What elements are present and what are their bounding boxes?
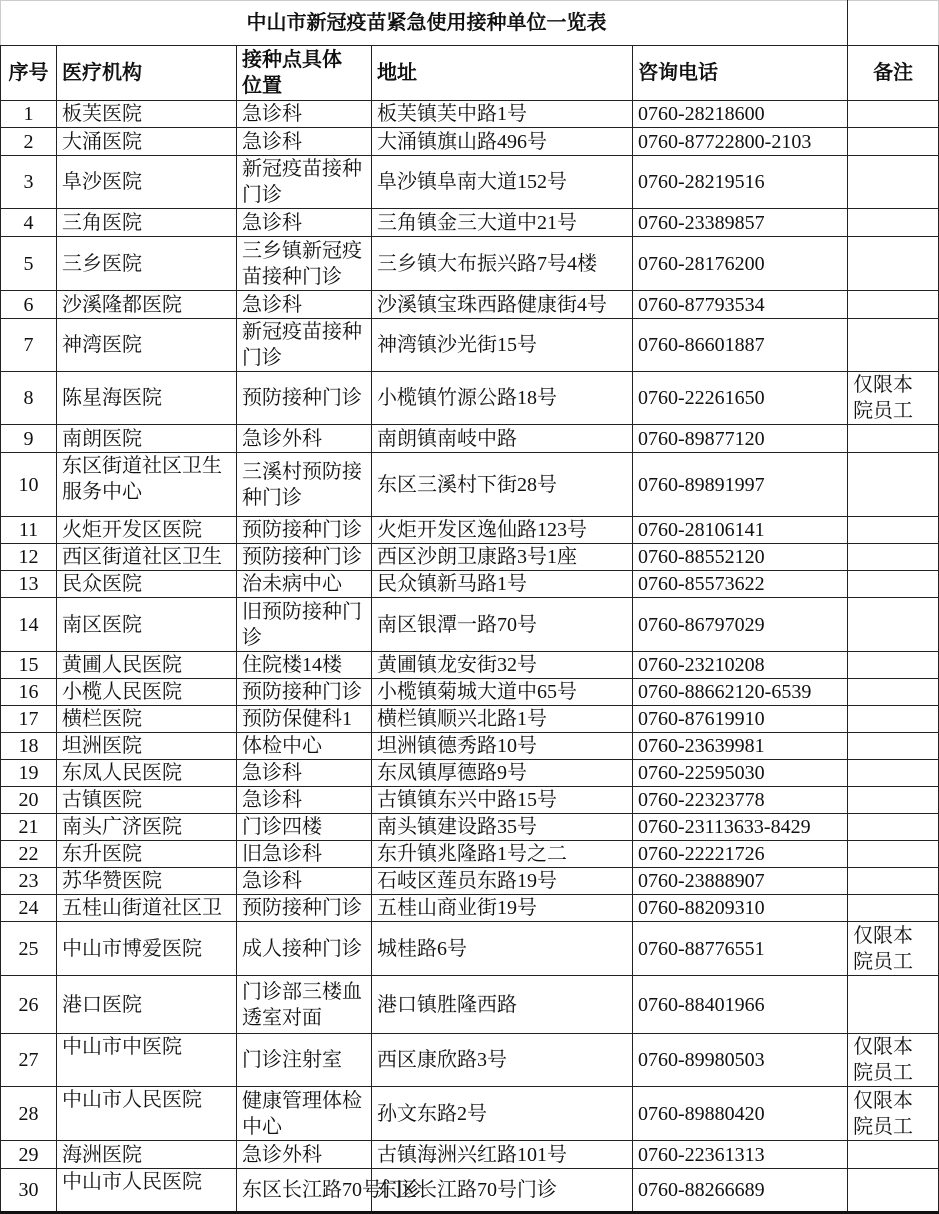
table-row (1, 652, 939, 679)
cell-index: 11 (1, 517, 57, 544)
cell-location: 预防保健科1 (237, 706, 372, 733)
cell-address: 东凤镇厚德路9号 (372, 760, 633, 787)
cell-location: 预防接种门诊 (237, 679, 372, 706)
cell-notes (848, 1141, 939, 1169)
cell-index: 30 (1, 1169, 57, 1213)
cell-institution: 板芙医院 (57, 101, 237, 128)
table-row (1, 571, 939, 598)
header-address: 地址 (372, 46, 633, 101)
cell-index: 16 (1, 679, 57, 706)
cell-phone: 0760-88401966 (633, 976, 848, 1034)
cell-index: 8 (1, 372, 57, 425)
table-row (1, 1034, 939, 1087)
cell-institution: 坦洲医院 (57, 733, 237, 760)
table-row (1, 760, 939, 787)
cell-institution: 海洲医院 (57, 1141, 237, 1169)
cell-address: 南区银潭一路70号 (372, 598, 633, 652)
cell-location: 急诊科 (237, 291, 372, 319)
cell-location: 门诊部三楼血 透室对面 (237, 976, 372, 1034)
cell-phone: 0760-88266689 (633, 1169, 848, 1213)
cell-location: 预防接种门诊 (237, 895, 372, 922)
cell-institution: 黄圃人民医院 (57, 652, 237, 679)
cell-location: 旧急诊科 (237, 841, 372, 868)
cell-index: 22 (1, 841, 57, 868)
cell-phone: 0760-89877120 (633, 425, 848, 453)
cell-location: 新冠疫苗接种 门诊 (237, 156, 372, 209)
cell-phone: 0760-23113633-8429 (633, 814, 848, 841)
cell-index: 28 (1, 1087, 57, 1141)
cell-institution: 港口医院 (57, 976, 237, 1034)
cell-notes (848, 814, 939, 841)
cell-phone: 0760-22595030 (633, 760, 848, 787)
cell-phone: 0760-89880420 (633, 1087, 848, 1141)
cell-address: 黄圃镇龙安街32号 (372, 652, 633, 679)
cell-address: 大涌镇旗山路496号 (372, 128, 633, 156)
cell-phone: 0760-88209310 (633, 895, 848, 922)
table-row (1, 372, 939, 425)
cell-phone: 0760-22361313 (633, 1141, 848, 1169)
cell-location: 成人接种门诊 (237, 922, 372, 976)
cell-address: 东升镇兆隆路1号之二 (372, 841, 633, 868)
cell-location: 治未病中心 (237, 571, 372, 598)
cell-address: 神湾镇沙光街15号 (372, 319, 633, 372)
cell-phone: 0760-89980503 (633, 1034, 848, 1087)
cell-location: 新冠疫苗接种 门诊 (237, 319, 372, 372)
cell-notes (848, 760, 939, 787)
cell-notes (848, 101, 939, 128)
cell-institution: 东区街道社区卫生 服务中心 (57, 453, 237, 517)
cell-phone: 0760-23888907 (633, 868, 848, 895)
cell-location: 急诊科 (237, 101, 372, 128)
table-row (1, 209, 939, 237)
cell-notes: 仅限本 院员工 (848, 1034, 939, 1087)
cell-index: 17 (1, 706, 57, 733)
cell-location: 急诊科 (237, 128, 372, 156)
cell-institution: 南区医院 (57, 598, 237, 652)
cell-phone: 0760-85573622 (633, 571, 848, 598)
cell-phone: 0760-87793534 (633, 291, 848, 319)
cell-phone: 0760-22323778 (633, 787, 848, 814)
cell-index: 13 (1, 571, 57, 598)
cell-institution: 东升医院 (57, 841, 237, 868)
table-row (1, 679, 939, 706)
cell-notes (848, 544, 939, 571)
table-row (1, 425, 939, 453)
cell-address: 城桂路6号 (372, 922, 633, 976)
cell-notes: 仅限本 院员工 (848, 372, 939, 425)
cell-index: 7 (1, 319, 57, 372)
cell-phone: 0760-28176200 (633, 237, 848, 291)
cell-index: 6 (1, 291, 57, 319)
cell-index: 18 (1, 733, 57, 760)
header-notes: 备注 (848, 46, 939, 101)
cell-location: 健康管理体检 中心 (237, 1087, 372, 1141)
table-row (1, 544, 939, 571)
cell-location: 三乡镇新冠疫 苗接种门诊 (237, 237, 372, 291)
table-row (1, 976, 939, 1034)
cell-phone: 0760-23639981 (633, 733, 848, 760)
cell-phone: 0760-28106141 (633, 517, 848, 544)
cell-address: 坦洲镇德秀路10号 (372, 733, 633, 760)
cell-phone: 0760-87619910 (633, 706, 848, 733)
cell-address: 古镇海洲兴红路101号 (372, 1141, 633, 1169)
cell-location: 急诊科 (237, 868, 372, 895)
cell-phone: 0760-23210208 (633, 652, 848, 679)
table-row (1, 128, 939, 156)
cell-address: 东区三溪村下街28号 (372, 453, 633, 517)
cell-index: 19 (1, 760, 57, 787)
table-row (1, 319, 939, 372)
table-row (1, 237, 939, 291)
cell-institution: 中山市博爱医院 (57, 922, 237, 976)
cell-notes (848, 841, 939, 868)
cell-location: 急诊科 (237, 209, 372, 237)
cell-institution: 南头广济医院 (57, 814, 237, 841)
table-row (1, 868, 939, 895)
cell-index: 9 (1, 425, 57, 453)
cell-notes (848, 895, 939, 922)
cell-address: 沙溪镇宝珠西路健康街4号 (372, 291, 633, 319)
cell-phone: 0760-88662120-6539 (633, 679, 848, 706)
cell-notes (848, 425, 939, 453)
cell-index: 23 (1, 868, 57, 895)
cell-address: 阜沙镇阜南大道152号 (372, 156, 633, 209)
cell-institution: 大涌医院 (57, 128, 237, 156)
cell-index: 25 (1, 922, 57, 976)
table-row (1, 733, 939, 760)
table-row (1, 1169, 939, 1213)
cell-location: 门诊四楼 (237, 814, 372, 841)
table-row (1, 1087, 939, 1141)
cell-institution: 中山市人民医院 (57, 1169, 237, 1213)
table-row (1, 1141, 939, 1169)
cell-index: 15 (1, 652, 57, 679)
table-row (1, 598, 939, 652)
cell-institution: 三角医院 (57, 209, 237, 237)
cell-notes: 仅限本 院员工 (848, 922, 939, 976)
cell-index: 10 (1, 453, 57, 517)
cell-notes (848, 209, 939, 237)
cell-index: 29 (1, 1141, 57, 1169)
cell-location: 预防接种门诊 (237, 517, 372, 544)
cell-location: 急诊外科 (237, 425, 372, 453)
cell-phone: 0760-89891997 (633, 453, 848, 517)
cell-location: 体检中心 (237, 733, 372, 760)
cell-index: 12 (1, 544, 57, 571)
cell-address: 板芙镇芙中路1号 (372, 101, 633, 128)
cell-location: 急诊科 (237, 760, 372, 787)
cell-address: 三乡镇大布振兴路7号4楼 (372, 237, 633, 291)
header-institution: 医疗机构 (57, 46, 237, 101)
cell-institution: 神湾医院 (57, 319, 237, 372)
cell-notes (848, 1169, 939, 1213)
cell-address: 港口镇胜隆西路 (372, 976, 633, 1034)
cell-institution: 西区街道社区卫生 (57, 544, 237, 571)
cell-phone: 0760-22261650 (633, 372, 848, 425)
title-blank-cell (848, 1, 939, 46)
cell-index: 5 (1, 237, 57, 291)
cell-index: 4 (1, 209, 57, 237)
table-row (1, 101, 939, 128)
cell-address: 南朗镇南岐中路 (372, 425, 633, 453)
table-row (1, 453, 939, 517)
cell-phone: 0760-86601887 (633, 319, 848, 372)
cell-institution: 中山市中医院 (57, 1034, 237, 1087)
cell-notes (848, 237, 939, 291)
cell-address: 横栏镇顺兴北路1号 (372, 706, 633, 733)
cell-institution: 南朗医院 (57, 425, 237, 453)
header-row (1, 46, 939, 101)
cell-address: 古镇镇东兴中路15号 (372, 787, 633, 814)
cell-address: 民众镇新马路1号 (372, 571, 633, 598)
cell-address: 南头镇建设路35号 (372, 814, 633, 841)
cell-notes (848, 652, 939, 679)
cell-phone: 0760-88552120 (633, 544, 848, 571)
cell-phone: 0760-87722800-2103 (633, 128, 848, 156)
cell-address: 孙文东路2号 (372, 1087, 633, 1141)
cell-address: 小榄镇竹源公路18号 (372, 372, 633, 425)
cell-location: 东区长江路70号门诊 (237, 1169, 372, 1213)
cell-index: 27 (1, 1034, 57, 1087)
table-row (1, 517, 939, 544)
cell-index: 21 (1, 814, 57, 841)
header-location: 接种点具体 位置 (237, 46, 372, 101)
cell-phone: 0760-86797029 (633, 598, 848, 652)
cell-notes (848, 679, 939, 706)
cell-institution: 民众医院 (57, 571, 237, 598)
cell-address: 东区长江路70号门诊 (372, 1169, 633, 1213)
cell-institution: 横栏医院 (57, 706, 237, 733)
cell-phone: 0760-28218600 (633, 101, 848, 128)
cell-notes: 仅限本 院员工 (848, 1087, 939, 1141)
cell-institution: 小榄人民医院 (57, 679, 237, 706)
cell-index: 3 (1, 156, 57, 209)
cell-notes (848, 868, 939, 895)
cell-phone: 0760-88776551 (633, 922, 848, 976)
table-row (1, 706, 939, 733)
cell-index: 2 (1, 128, 57, 156)
cell-location: 三溪村预防接 种门诊 (237, 453, 372, 517)
table-row (1, 291, 939, 319)
cell-location: 旧预防接种门 诊 (237, 598, 372, 652)
cell-notes (848, 571, 939, 598)
cell-index: 1 (1, 101, 57, 128)
cell-institution: 苏华赞医院 (57, 868, 237, 895)
cell-location: 急诊外科 (237, 1141, 372, 1169)
cell-index: 20 (1, 787, 57, 814)
cell-notes (848, 706, 939, 733)
cell-index: 26 (1, 976, 57, 1034)
table-row (1, 814, 939, 841)
cell-index: 14 (1, 598, 57, 652)
table-title: 中山市新冠疫苗紧急使用接种单位一览表 (1, 1, 848, 46)
cell-address: 火炬开发区逸仙路123号 (372, 517, 633, 544)
cell-location: 预防接种门诊 (237, 544, 372, 571)
cell-address: 西区康欣路3号 (372, 1034, 633, 1087)
cell-institution: 东凤人民医院 (57, 760, 237, 787)
header-phone: 咨询电话 (633, 46, 848, 101)
cell-notes (848, 517, 939, 544)
cell-notes (848, 453, 939, 517)
cell-notes (848, 787, 939, 814)
cell-institution: 五桂山街道社区卫 (57, 895, 237, 922)
cell-notes (848, 319, 939, 372)
cell-institution: 阜沙医院 (57, 156, 237, 209)
cell-phone: 0760-23389857 (633, 209, 848, 237)
cell-phone: 0760-22221726 (633, 841, 848, 868)
cell-institution: 三乡医院 (57, 237, 237, 291)
cell-address: 石岐区莲员东路19号 (372, 868, 633, 895)
cell-notes (848, 291, 939, 319)
cell-notes (848, 733, 939, 760)
table-row (1, 787, 939, 814)
cell-location: 门诊注射室 (237, 1034, 372, 1087)
table-row (1, 922, 939, 976)
cell-notes (848, 598, 939, 652)
cell-institution: 火炬开发区医院 (57, 517, 237, 544)
cell-phone: 0760-28219516 (633, 156, 848, 209)
cell-index: 24 (1, 895, 57, 922)
table-row (1, 841, 939, 868)
cell-address: 五桂山商业街19号 (372, 895, 633, 922)
cell-institution: 中山市人民医院 (57, 1087, 237, 1141)
cell-location: 急诊科 (237, 787, 372, 814)
cell-institution: 古镇医院 (57, 787, 237, 814)
cell-institution: 沙溪隆都医院 (57, 291, 237, 319)
cell-address: 小榄镇菊城大道中65号 (372, 679, 633, 706)
cell-notes (848, 976, 939, 1034)
table-row (1, 156, 939, 209)
cell-notes (848, 128, 939, 156)
cell-location: 预防接种门诊 (237, 372, 372, 425)
table-row (1, 895, 939, 922)
cell-address: 西区沙朗卫康路3号1座 (372, 544, 633, 571)
cell-institution: 陈星海医院 (57, 372, 237, 425)
cell-location: 住院楼14楼 (237, 652, 372, 679)
cell-address: 三角镇金三大道中21号 (372, 209, 633, 237)
header-index: 序号 (1, 46, 57, 101)
cell-notes (848, 156, 939, 209)
